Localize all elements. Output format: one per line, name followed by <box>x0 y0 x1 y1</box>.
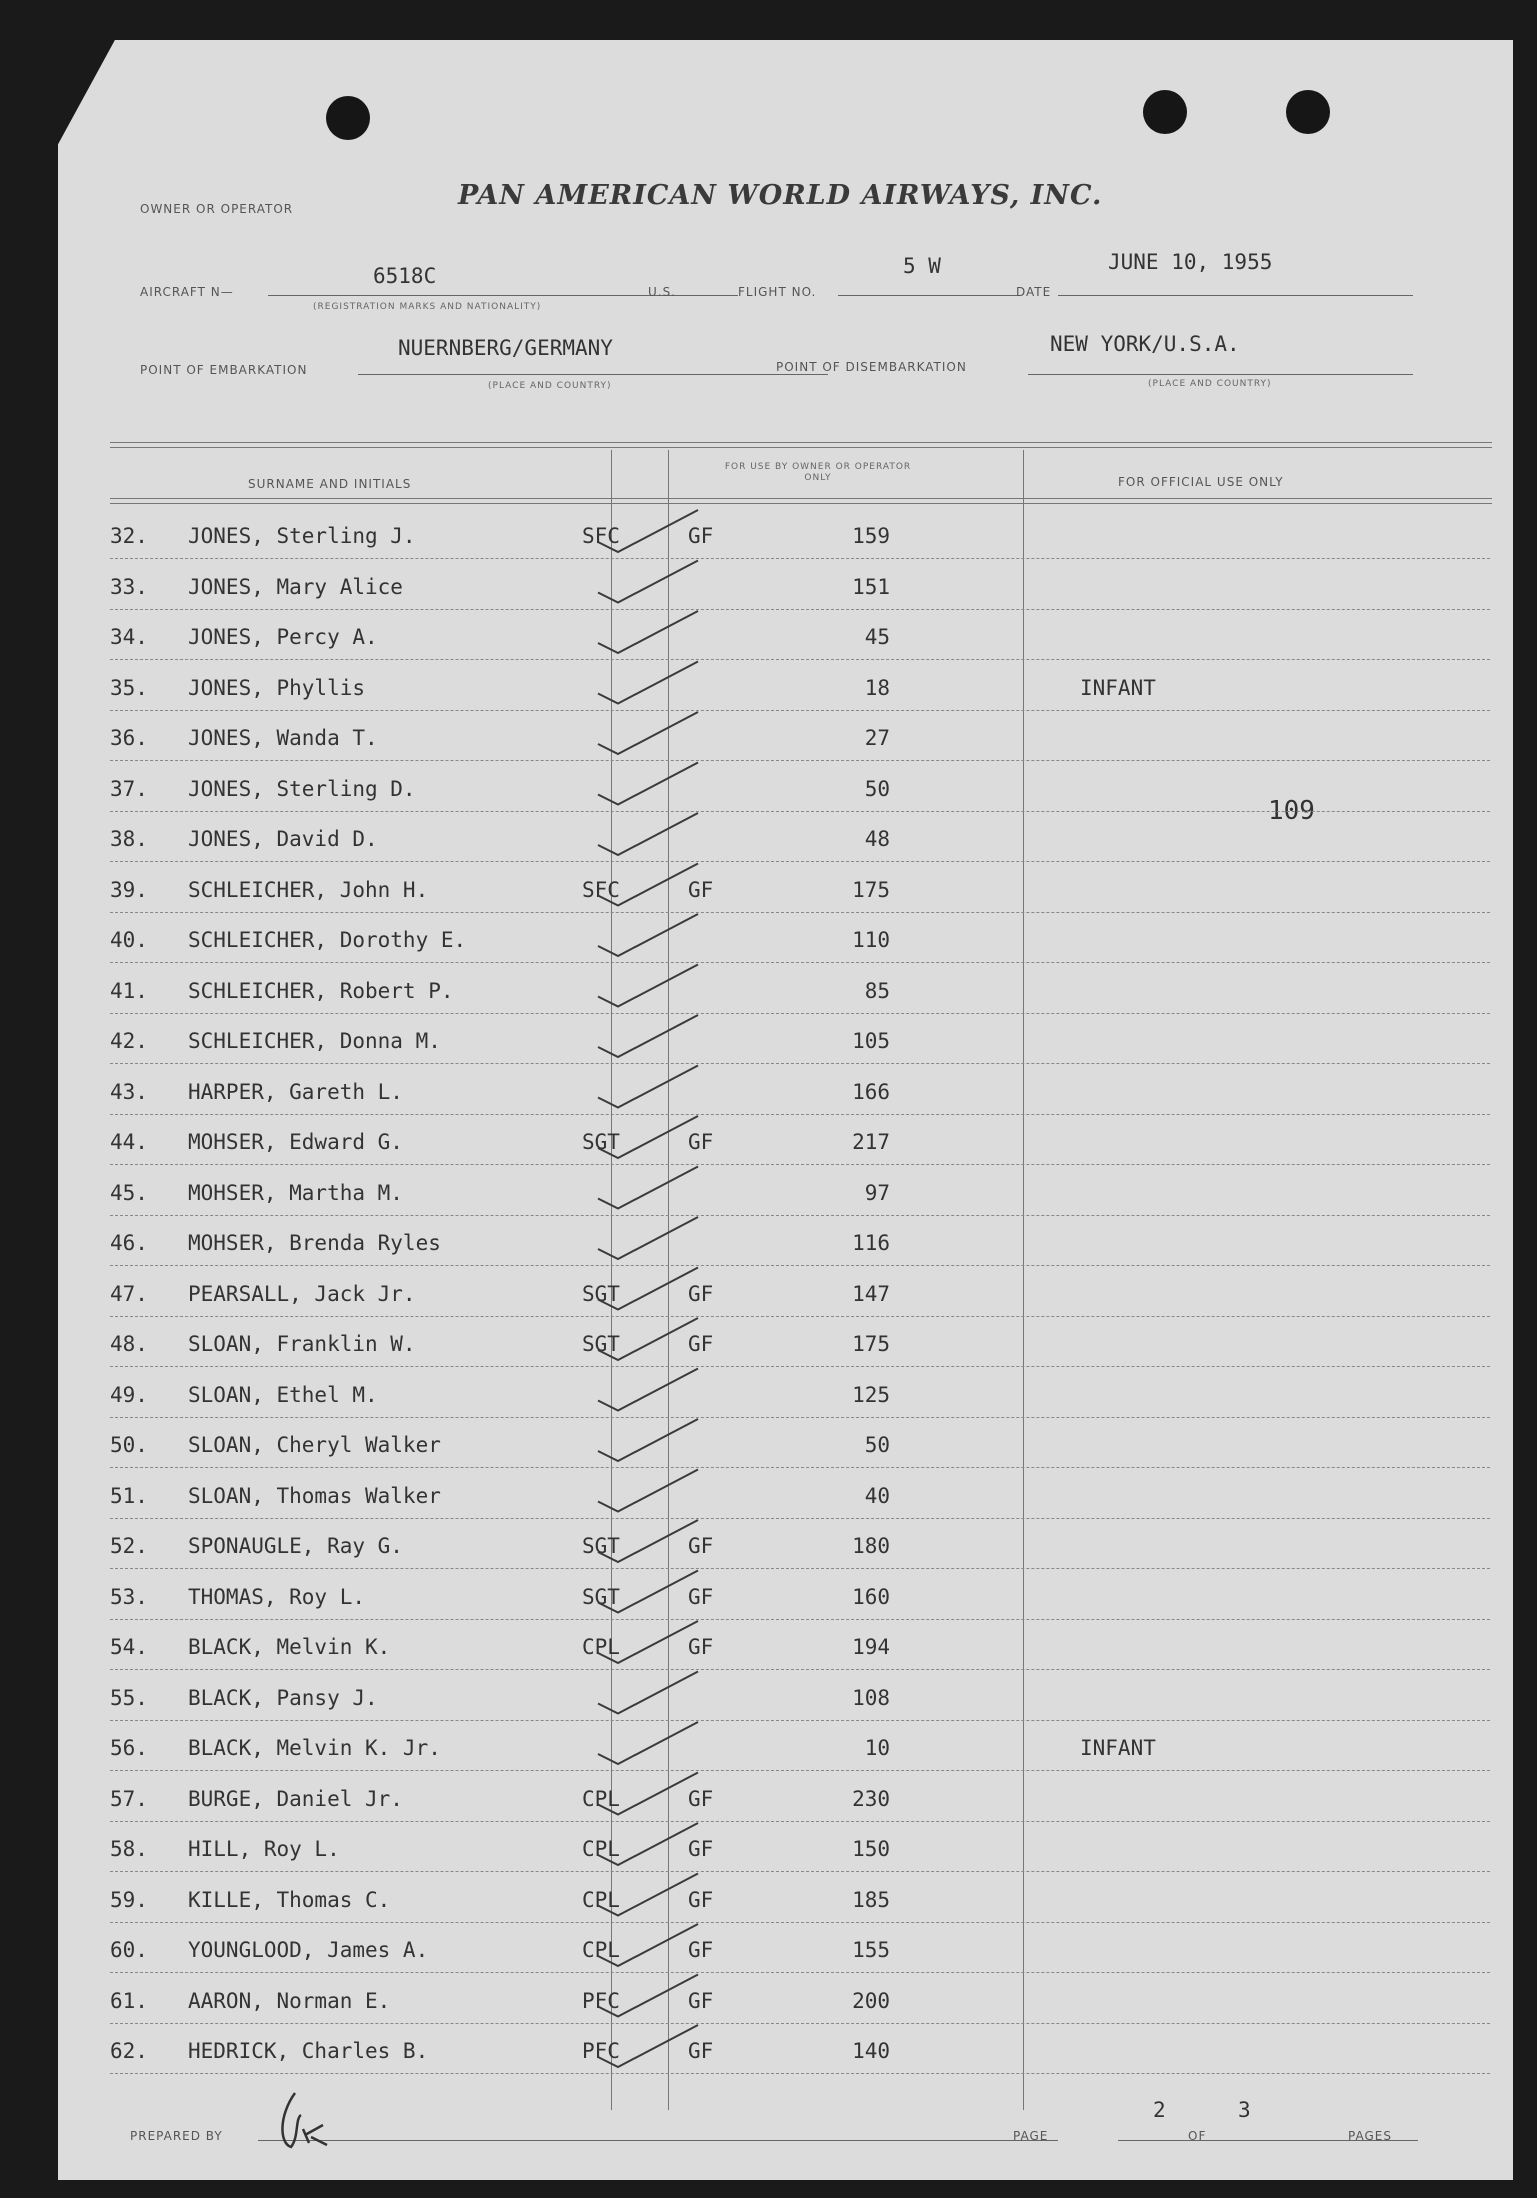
passenger-weight: 185 <box>852 1887 890 1912</box>
row-number: 56. <box>110 1736 148 1760</box>
passenger-code: GF <box>688 1332 714 1356</box>
flight-value: 5 W <box>903 254 941 278</box>
passenger-weight: 140 <box>852 2039 890 2063</box>
table-row <box>110 1670 1490 1721</box>
owner-label: OWNER OR OPERATOR <box>140 202 294 216</box>
passenger-name: MOHSER, Martha M. <box>188 1180 403 1205</box>
table-row <box>110 660 1490 711</box>
passenger-name: MOHSER, Edward G. <box>188 1130 403 1154</box>
passenger-weight: 166 <box>852 1079 890 1104</box>
table-row <box>110 811 1490 862</box>
page-label: PAGE <box>1013 2129 1049 2143</box>
passenger-rank: SGT <box>582 1332 620 1356</box>
row-number: 60. <box>110 1938 148 1962</box>
passenger-name: HEDRICK, Charles B. <box>188 2039 429 2063</box>
row-number: 33. <box>110 574 148 599</box>
passenger-code: GF <box>688 1837 714 1861</box>
row-number: 46. <box>110 1231 148 1255</box>
passenger-name: JONES, Phyllis <box>188 675 366 700</box>
table-row <box>110 862 1490 913</box>
passenger-name: JONES, Percy A. <box>188 625 378 649</box>
row-number: 37. <box>110 776 148 801</box>
row-number: 58. <box>110 1837 148 1861</box>
passenger-code: GF <box>688 1988 714 2013</box>
official-note: INFANT <box>1080 675 1156 700</box>
passenger-name: JONES, David D. <box>188 827 378 851</box>
date-underline <box>1058 295 1413 296</box>
flight-underline <box>838 295 1018 296</box>
embark-value: NUERNBERG/GERMANY <box>398 336 613 360</box>
embark-underline <box>358 374 738 375</box>
col-header-surname: SURNAME AND INITIALS <box>248 477 412 491</box>
passenger-rank: SGT <box>582 1281 620 1306</box>
punch-hole <box>326 96 370 140</box>
passenger-weight: 151 <box>852 574 890 599</box>
passenger-weight: 18 <box>864 675 890 700</box>
table-row <box>110 912 1490 963</box>
table-row <box>110 1468 1490 1519</box>
table-row <box>110 1518 1490 1569</box>
table-row <box>110 710 1490 761</box>
table-row <box>110 1720 1490 1771</box>
passenger-name: SCHLEICHER, Dorothy E. <box>188 928 467 952</box>
row-number: 42. <box>110 1029 148 1053</box>
passenger-name: SLOAN, Thomas Walker <box>188 1483 441 1508</box>
passenger-weight: 27 <box>864 726 890 750</box>
disembark-underline <box>1028 374 1413 375</box>
table-row <box>110 1569 1490 1620</box>
col-header-owner-use: FOR USE BY OWNER OR OPERATOR ONLY <box>724 462 912 483</box>
passenger-code: GF <box>688 2039 714 2063</box>
row-number: 48. <box>110 1332 148 1356</box>
table-row <box>110 1417 1490 1468</box>
row-number: 50. <box>110 1433 148 1457</box>
aircraft-label: AIRCRAFT N— <box>140 285 234 299</box>
passenger-name: SPONAUGLE, Ray G. <box>188 1534 403 1558</box>
table-row <box>110 1064 1490 1115</box>
prepared-label: PREPARED BY <box>130 2129 223 2143</box>
passenger-weight: 97 <box>864 1180 890 1205</box>
passenger-name: BLACK, Melvin K. <box>188 1635 391 1659</box>
row-number: 36. <box>110 726 148 750</box>
embark-label: POINT OF EMBARKATION <box>140 363 308 377</box>
passenger-name: KILLE, Thomas C. <box>188 1887 391 1912</box>
passenger-weight: 159 <box>852 524 890 548</box>
passenger-weight: 45 <box>864 625 890 649</box>
passenger-rank: PFC <box>582 2039 620 2063</box>
embark-place-caption: (PLACE AND COUNTRY) <box>488 381 612 391</box>
passenger-rank: CPL <box>582 1887 620 1912</box>
row-number: 49. <box>110 1382 148 1407</box>
row-number: 38. <box>110 827 148 851</box>
passenger-name: BLACK, Pansy J. <box>188 1685 378 1710</box>
pages-label: PAGES <box>1348 2129 1392 2143</box>
punch-hole <box>1143 90 1187 134</box>
passenger-rank: SGT <box>582 1534 620 1558</box>
passenger-rank: CPL <box>582 1837 620 1861</box>
passenger-weight: 217 <box>852 1130 890 1154</box>
passenger-code: GF <box>688 1130 714 1154</box>
passenger-weight: 50 <box>864 776 890 801</box>
table-row <box>110 1872 1490 1923</box>
passenger-code: GF <box>688 877 714 902</box>
passenger-name: BURGE, Daniel Jr. <box>188 1786 403 1811</box>
registration-caption: (REGISTRATION MARKS AND NATIONALITY) <box>313 302 542 312</box>
table-row <box>110 1367 1490 1418</box>
passenger-code: GF <box>688 1786 714 1811</box>
passenger-name: MOHSER, Brenda Ryles <box>188 1231 441 1255</box>
row-number: 52. <box>110 1534 148 1558</box>
col-header-official: FOR OFFICIAL USE ONLY <box>1118 475 1284 489</box>
us-label: U.S. <box>648 285 677 299</box>
table-row <box>110 1316 1490 1367</box>
table-row <box>110 2023 1490 2074</box>
table-row <box>110 1114 1490 1165</box>
passenger-code: GF <box>688 1887 714 1912</box>
passenger-name: HILL, Roy L. <box>188 1837 340 1861</box>
passenger-name: THOMAS, Roy L. <box>188 1584 366 1609</box>
passenger-name: PEARSALL, Jack Jr. <box>188 1281 416 1306</box>
passenger-name: JONES, Sterling D. <box>188 776 416 801</box>
passenger-rank: CPL <box>582 1786 620 1811</box>
passenger-name: JONES, Sterling J. <box>188 524 416 548</box>
row-number: 61. <box>110 1988 148 2013</box>
table-row <box>110 1266 1490 1317</box>
table-row <box>110 963 1490 1014</box>
prepared-underline <box>258 2140 1058 2141</box>
torn-corner <box>56 38 116 148</box>
table-row <box>110 1215 1490 1266</box>
aircraft-value: 6518C <box>373 264 437 288</box>
table-row <box>110 1973 1490 2024</box>
flight-label: FLIGHT NO. <box>738 285 817 299</box>
row-number: 47. <box>110 1281 148 1306</box>
row-number: 44. <box>110 1130 148 1154</box>
of-value: 3 <box>1238 2098 1251 2122</box>
disembark-label: POINT OF DISEMBARKATION <box>776 360 967 374</box>
passenger-rank: SFC <box>582 524 620 548</box>
row-number: 45. <box>110 1180 148 1205</box>
table-row <box>110 1619 1490 1670</box>
row-number: 59. <box>110 1887 148 1912</box>
manifest-page <box>58 40 1513 2180</box>
passenger-weight: 116 <box>852 1231 890 1255</box>
table-row <box>110 1165 1490 1216</box>
passenger-weight: 40 <box>864 1483 890 1508</box>
table-row <box>110 1821 1490 1872</box>
passenger-code: GF <box>688 1635 714 1659</box>
passenger-name: BLACK, Melvin K. Jr. <box>188 1736 441 1760</box>
table-row <box>110 1771 1490 1822</box>
row-number: 32. <box>110 524 148 548</box>
passenger-weight: 48 <box>864 827 890 851</box>
passenger-rank: SGT <box>582 1130 620 1154</box>
passenger-weight: 105 <box>852 1029 890 1053</box>
passenger-rank: PFC <box>582 1988 620 2013</box>
passenger-weight: 230 <box>852 1786 890 1811</box>
passenger-weight: 175 <box>852 877 890 902</box>
passenger-name: AARON, Norman E. <box>188 1988 391 2013</box>
passenger-weight: 108 <box>852 1685 890 1710</box>
row-number: 34. <box>110 625 148 649</box>
passenger-code: GF <box>688 1534 714 1558</box>
company-name: PAN AMERICAN WORLD AIRWAYS, INC. <box>458 180 1103 211</box>
passenger-name: YOUNGLOOD, James A. <box>188 1938 429 1962</box>
passenger-name: SCHLEICHER, John H. <box>188 877 429 902</box>
passenger-weight: 200 <box>852 1988 890 2013</box>
passenger-code: GF <box>688 1938 714 1962</box>
disembark-place-caption: (PLACE AND COUNTRY) <box>1148 379 1272 389</box>
date-value: JUNE 10, 1955 <box>1108 250 1273 274</box>
passenger-weight: 194 <box>852 1635 890 1659</box>
passenger-rank: SGT <box>582 1584 620 1609</box>
signature <box>273 2085 353 2155</box>
passenger-weight: 147 <box>852 1281 890 1306</box>
table-row <box>110 1013 1490 1064</box>
passenger-weight: 150 <box>852 1837 890 1861</box>
passenger-weight: 180 <box>852 1534 890 1558</box>
passenger-weight: 125 <box>852 1382 890 1407</box>
separator-underline <box>718 374 828 375</box>
row-number: 35. <box>110 675 148 700</box>
row-number: 40. <box>110 928 148 952</box>
passenger-code: GF <box>688 1281 714 1306</box>
row-number: 55. <box>110 1685 148 1710</box>
passenger-rank: CPL <box>582 1635 620 1659</box>
row-number: 54. <box>110 1635 148 1659</box>
table-row <box>110 1922 1490 1973</box>
header-bottom-rule <box>110 498 1492 504</box>
passenger-name: SCHLEICHER, Donna M. <box>188 1029 441 1053</box>
passenger-weight: 160 <box>852 1584 890 1609</box>
passenger-name: SLOAN, Franklin W. <box>188 1332 416 1356</box>
row-number: 53. <box>110 1584 148 1609</box>
row-number: 43. <box>110 1079 148 1104</box>
official-note: INFANT <box>1080 1736 1156 1760</box>
table-row <box>110 609 1490 660</box>
row-number: 41. <box>110 978 148 1003</box>
passenger-name: SLOAN, Ethel M. <box>188 1382 378 1407</box>
passenger-name: HARPER, Gareth L. <box>188 1079 403 1104</box>
passenger-name: SCHLEICHER, Robert P. <box>188 978 454 1003</box>
page-value: 2 <box>1153 2098 1166 2122</box>
passenger-weight: 10 <box>864 1736 890 1760</box>
passenger-weight: 110 <box>852 928 890 952</box>
row-number: 57. <box>110 1786 148 1811</box>
row-number: 62. <box>110 2039 148 2063</box>
row-number: 51. <box>110 1483 148 1508</box>
passenger-rank: CPL <box>582 1938 620 1962</box>
margin-number: 109 <box>1268 796 1315 826</box>
passenger-code: GF <box>688 524 714 548</box>
passenger-weight: 50 <box>864 1433 890 1457</box>
table-row <box>110 761 1490 812</box>
passenger-weight: 85 <box>864 978 890 1003</box>
passenger-weight: 155 <box>852 1938 890 1962</box>
passenger-name: JONES, Mary Alice <box>188 574 403 599</box>
passenger-weight: 175 <box>852 1332 890 1356</box>
table-row <box>110 508 1490 559</box>
disembark-value: NEW YORK/U.S.A. <box>1050 332 1240 356</box>
passenger-name: SLOAN, Cheryl Walker <box>188 1433 441 1457</box>
row-number: 39. <box>110 877 148 902</box>
passenger-code: GF <box>688 1584 714 1609</box>
table-row <box>110 559 1490 610</box>
date-label: DATE <box>1016 285 1052 299</box>
passenger-name: JONES, Wanda T. <box>188 726 378 750</box>
of-label: OF <box>1188 2129 1207 2143</box>
table-top-rule <box>110 442 1492 448</box>
punch-hole <box>1286 90 1330 134</box>
passenger-rank: SFC <box>582 877 620 902</box>
